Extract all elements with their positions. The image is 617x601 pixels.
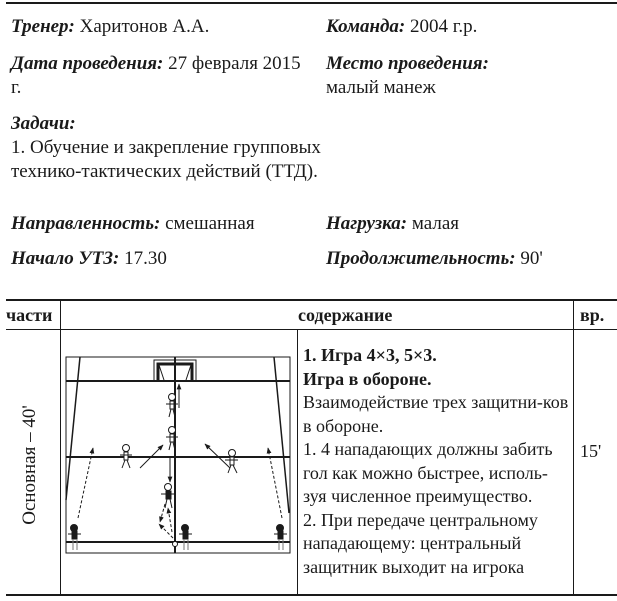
load-value: малая xyxy=(411,213,460,234)
time-cell: 15' xyxy=(580,441,602,461)
field-boundary xyxy=(66,357,290,553)
exercise-text: Взаимодействие трех защитни-ков в обороне. xyxy=(303,392,569,436)
ball-icon xyxy=(173,542,178,547)
exercise-text: 2. При передаче центральному нападающему: центральный защитник выходит на игрока xyxy=(303,509,538,577)
player-defender-middle xyxy=(179,525,192,551)
player-defender-right xyxy=(274,525,287,551)
part-label: Основная – 40' xyxy=(19,405,40,525)
table-top-border xyxy=(6,299,617,301)
content-diagram-divider xyxy=(297,330,298,595)
player-attacker-1 xyxy=(166,394,178,418)
player-attacker-5 xyxy=(165,484,172,491)
column-header-content: содержание xyxy=(298,305,393,325)
exercise-subtitle: Игра в обороне. xyxy=(303,368,432,389)
date-field xyxy=(11,52,311,100)
duration-field xyxy=(326,247,543,271)
direction-label: Направленность: xyxy=(11,213,161,234)
team-value: 2004 г.р. xyxy=(410,16,478,37)
player-defender-center xyxy=(161,491,176,508)
content-cell xyxy=(303,344,571,579)
training-field-diagram xyxy=(60,340,296,560)
start-label: Начало УТЗ: xyxy=(11,248,120,269)
direction-field xyxy=(11,212,255,236)
start-value: 17.30 xyxy=(124,248,167,269)
table-header-border xyxy=(6,329,617,330)
left-side-line xyxy=(66,357,80,500)
start-field xyxy=(11,247,167,271)
task-item: 1. Обучение и закрепление групповых технико-тактических действий (ТТД). xyxy=(11,137,321,182)
team-label: Команда: xyxy=(326,16,406,37)
column-header-parts: части xyxy=(6,305,53,325)
duration-value: 90' xyxy=(520,248,543,269)
table-bottom-border xyxy=(6,594,617,596)
place-label: Место проведения: xyxy=(326,53,489,74)
player-defender-left xyxy=(68,525,81,551)
tasks-field xyxy=(11,112,321,184)
column-header-time: вр. xyxy=(580,305,605,325)
load-field xyxy=(326,212,459,236)
exercise-text: 1. 4 нападающих должны забить гол как можно быстрее, исполь-зуя численное преимущество. xyxy=(303,439,553,506)
load-label: Нагрузка: xyxy=(326,213,408,234)
date-value: 27 февраля 2015 г. xyxy=(11,53,301,98)
top-rule xyxy=(6,2,617,4)
trainer-field xyxy=(11,15,209,39)
place-value: малый манеж xyxy=(326,77,436,98)
trainer-value: Харитонов А.А. xyxy=(79,16,210,37)
player-attacker-2 xyxy=(166,427,178,451)
player-attacker-4 xyxy=(225,450,238,474)
tasks-label: Задачи: xyxy=(11,113,76,134)
place-field xyxy=(326,52,606,100)
run-arrow-right-wing xyxy=(268,448,282,518)
dash-arrow-2 xyxy=(168,508,172,532)
run-arrow-left-wing xyxy=(78,448,93,518)
exercise-title: 1. Игра 4×3, 5×3. xyxy=(303,345,437,365)
direction-value: смешанная xyxy=(165,213,255,234)
dash-arrow-1 xyxy=(160,504,165,522)
duration-label: Продолжительность: xyxy=(326,248,516,269)
date-label: Дата проведения: xyxy=(11,53,164,74)
team-field xyxy=(326,15,477,39)
time-column-divider xyxy=(573,300,574,595)
trainer-label: Тренер: xyxy=(11,16,75,37)
